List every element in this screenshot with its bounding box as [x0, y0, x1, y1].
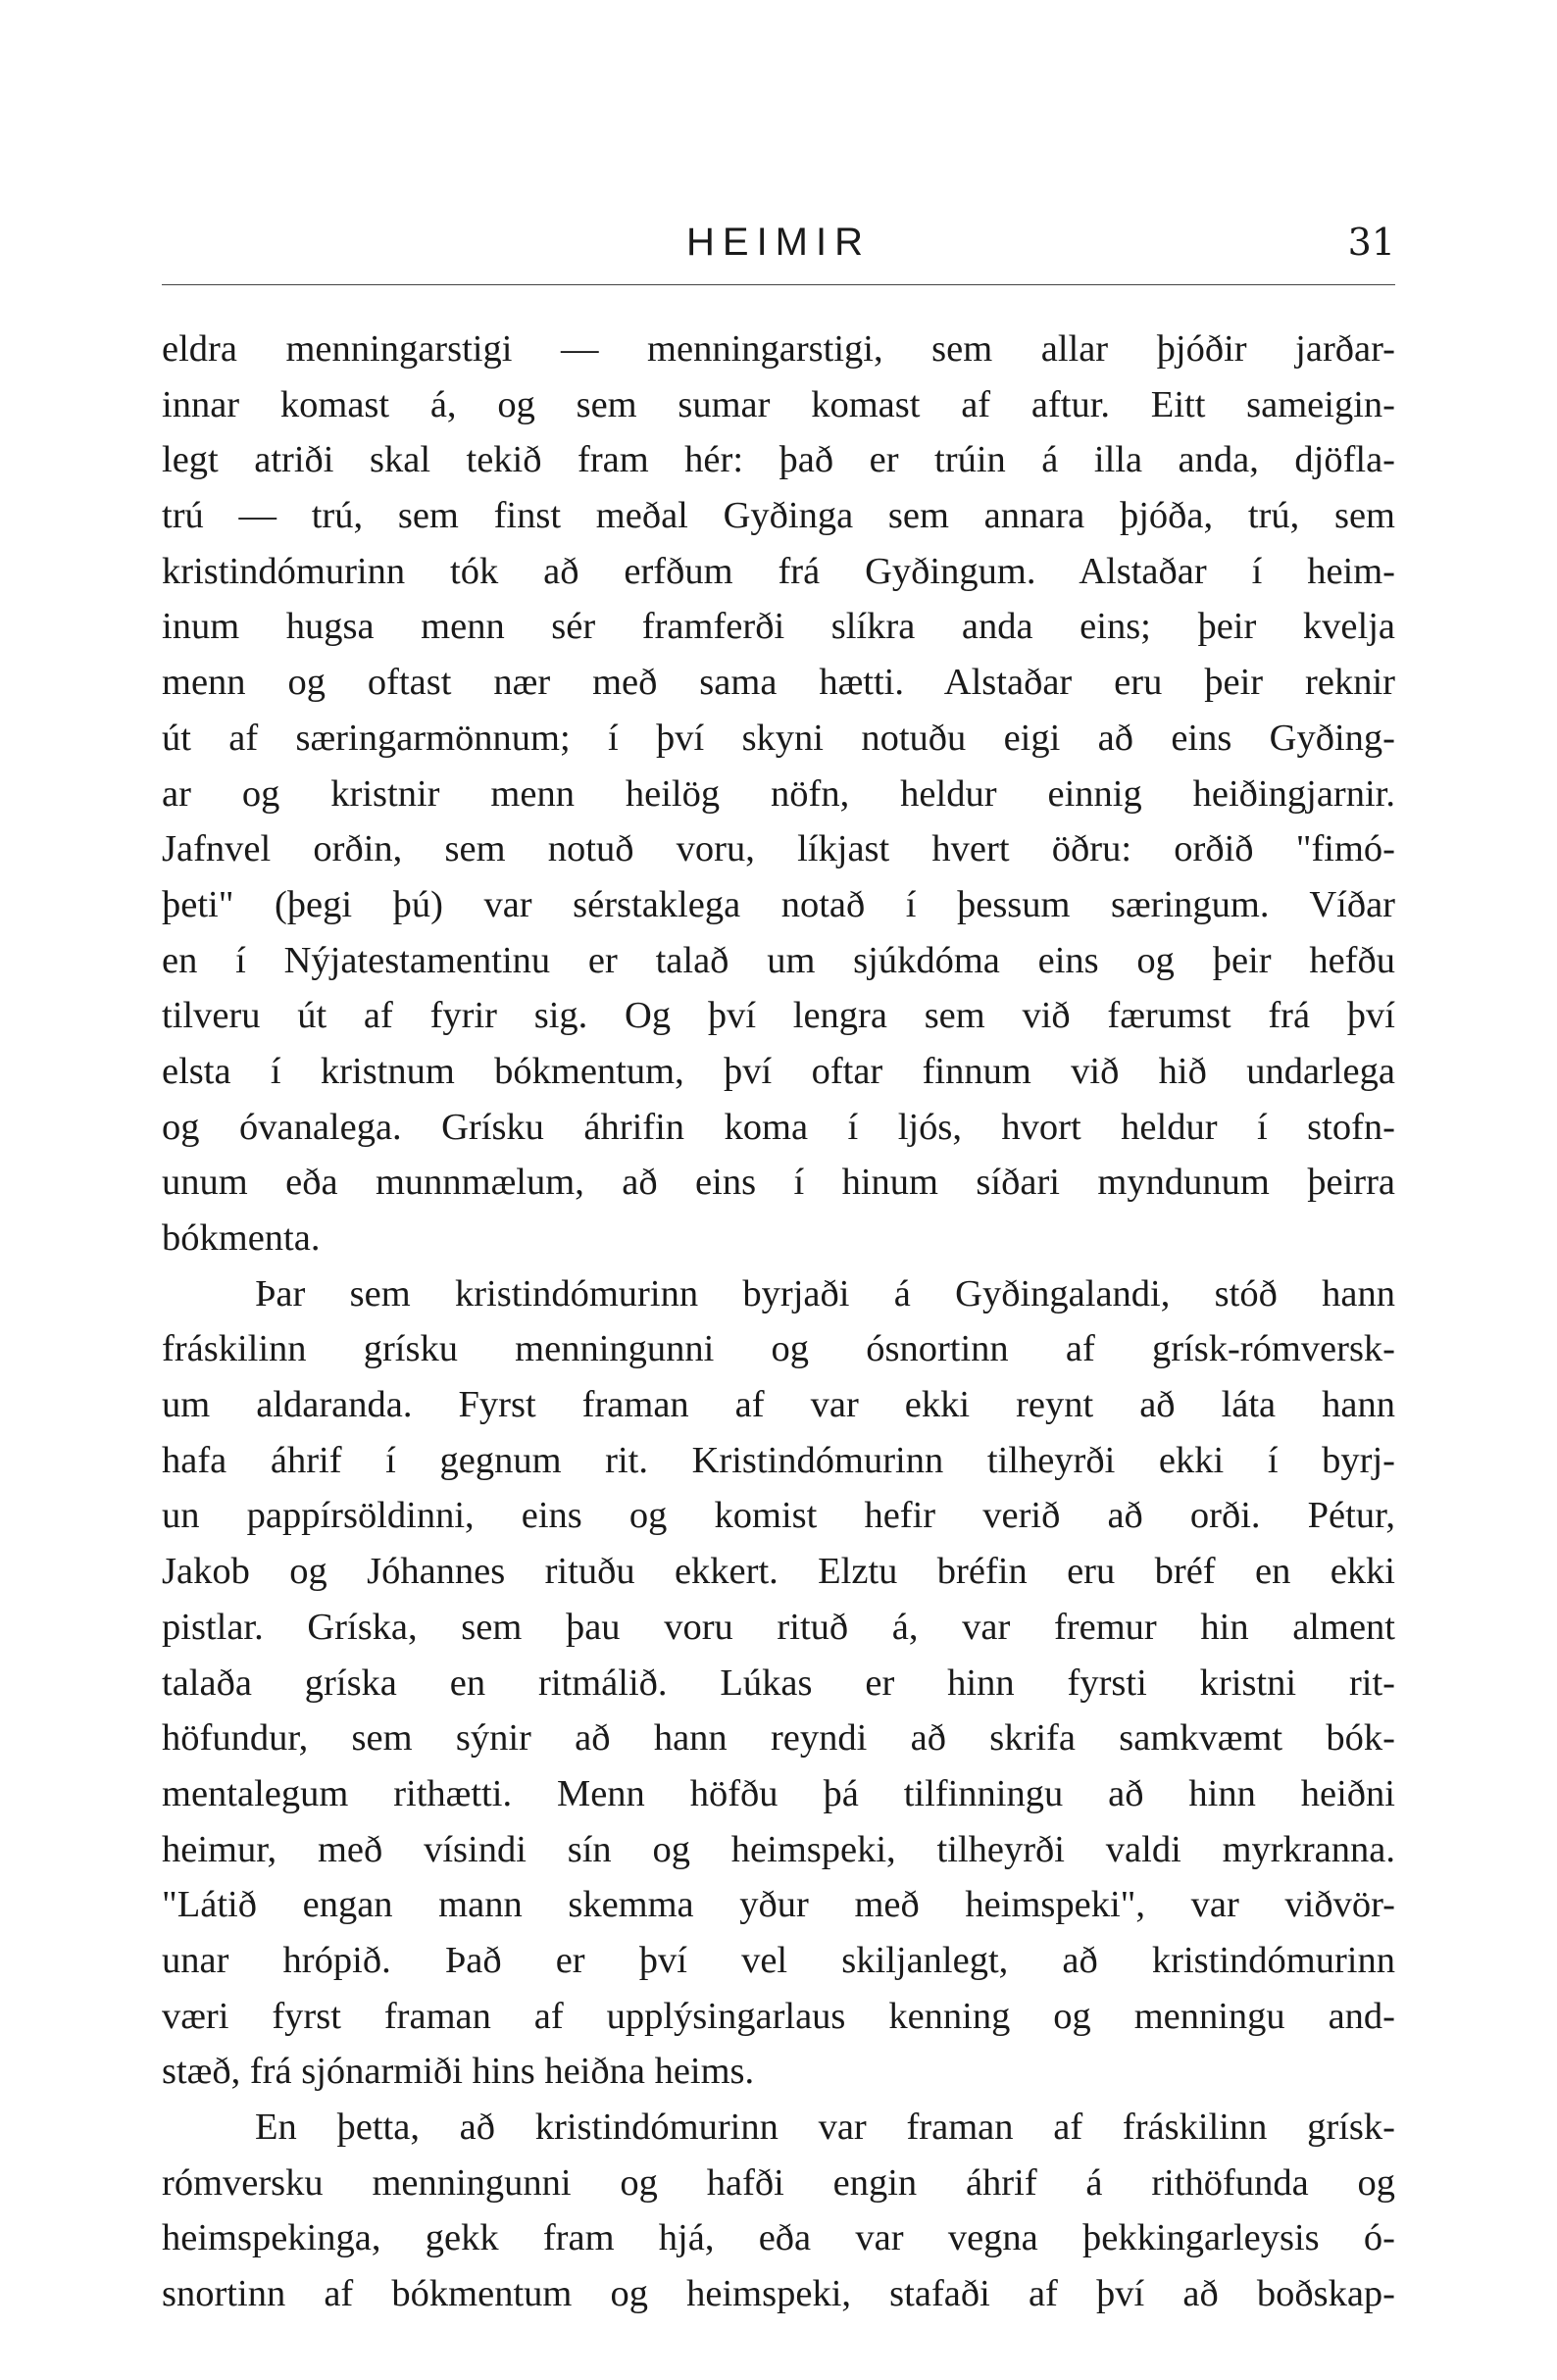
text-line: hafa áhrif í gegnum rit. Kristindómurinn tilheyrði ekki í byrj- [162, 1439, 1395, 1481]
text-line: stæð, frá sjónarmiði hins heiðna heims. [162, 2051, 755, 2093]
text-line: snortinn af bókmentum og heimspeki, stafaði af því að boðskap- [162, 2273, 1395, 2315]
text-line: unar hrópið. Það er því vel skiljanlegt, að kristindómurinn [162, 1939, 1395, 1981]
text-line: tilveru út af fyrir sig. Og því lengra sem við færumst frá því [162, 995, 1395, 1037]
text-line: Jafnvel orðin, sem notuð voru, líkjast hvert öðru: orðið "fimó- [162, 828, 1395, 870]
text-line: rómversku menningunni og hafði engin áhrif á rithöfunda og [162, 2161, 1395, 2204]
text-line: bókmenta. [162, 1217, 321, 1259]
header-rule [162, 284, 1395, 285]
running-header [162, 221, 1395, 279]
text-line: legt atriði skal tekið fram hér: það er trúin á illa anda, djöfla- [162, 439, 1395, 481]
text-line: mentalegum rithætti. Menn höfðu þá tilfinningu að hinn heiðni [162, 1772, 1395, 1814]
text-line: eldra menningarstigi — menningarstigi, sem allar þjóðir jarðar- [162, 328, 1395, 370]
text-line: höfundur, sem sýnir að hann reyndi að skrifa samkvæmt bók- [162, 1717, 1395, 1760]
text-line: elsta í kristnum bókmentum, því oftar finnum við hið undarlega [162, 1050, 1395, 1092]
text-line: ar og kristnir menn heilög nöfn, heldur einnig heiðingjarnir. [162, 772, 1395, 815]
text-line: talaða gríska en ritmálið. Lúkas er hinn fyrsti kristni rit- [162, 1661, 1395, 1704]
text-line: fráskilinn grísku menningunni og ósnortinn af grísk-rómversk- [162, 1328, 1395, 1370]
text-line: þeti" (þegi þú) var sérstaklega notað í þessum særingum. Víðar [162, 883, 1395, 925]
text-line: Jakob og Jóhannes rituðu ekkert. Elztu bréfin eru bréf en ekki [162, 1551, 1395, 1593]
text-line: unum eða munnmælum, að eins í hinum síðari myndunum þeirra [162, 1162, 1395, 1204]
text-line: innar komast á, og sem sumar komast af aftur. Eitt sameigin- [162, 383, 1395, 425]
text-line: En þetta, að kristindómurinn var framan af fráskilinn grísk- [255, 2107, 1395, 2148]
text-line: kristindómurinn tók að erfðum frá Gyðingum. Alstaðar í heim- [162, 550, 1395, 592]
text-line: um aldaranda. Fyrst framan af var ekki reynt að láta hann [162, 1384, 1395, 1426]
text-line: heimur, með vísindi sín og heimspeki, tilheyrði valdi myrkranna. [162, 1828, 1395, 1870]
text-line: heimspekinga, gekk fram hjá, eða var vegna þekkingarleysis ó- [162, 2217, 1395, 2259]
text-line: menn og oftast nær með sama hætti. Alstaðar eru þeir reknir [162, 662, 1395, 704]
text-line: en í Nýjatestamentinu er talað um sjúkdóma eins og þeir hefðu [162, 939, 1395, 981]
text-line: un pappírsöldinni, eins og komist hefir verið að orði. Pétur, [162, 1495, 1395, 1537]
text-line: trú — trú, sem finst meðal Gyðinga sem annara þjóða, trú, sem [162, 495, 1395, 537]
text-line: Þar sem kristindómurinn byrjaði á Gyðingalandi, stóð hann [255, 1272, 1395, 1314]
text-line: inum hugsa menn sér framferði slíkra anda eins; þeir kvelja [162, 606, 1395, 648]
page-number: 31 [1347, 221, 1395, 264]
body-text [162, 322, 1395, 2322]
journal-title: HEIMIR [686, 221, 871, 264]
text-line: "Látið engan mann skemma yður með heimspeki", var viðvör- [162, 1884, 1395, 1926]
text-line: og óvanalega. Grísku áhrifin koma í ljós, hvort heldur í stofn- [162, 1106, 1395, 1148]
text-line: út af særingarmönnum; í því skyni notuðu eigi að eins Gyðing- [162, 717, 1395, 759]
text-line: væri fyrst framan af upplýsingarlaus kenning og menningu and- [162, 1995, 1395, 2037]
text-line: pistlar. Gríska, sem þau voru rituð á, var fremur hin alment [162, 1606, 1395, 1648]
